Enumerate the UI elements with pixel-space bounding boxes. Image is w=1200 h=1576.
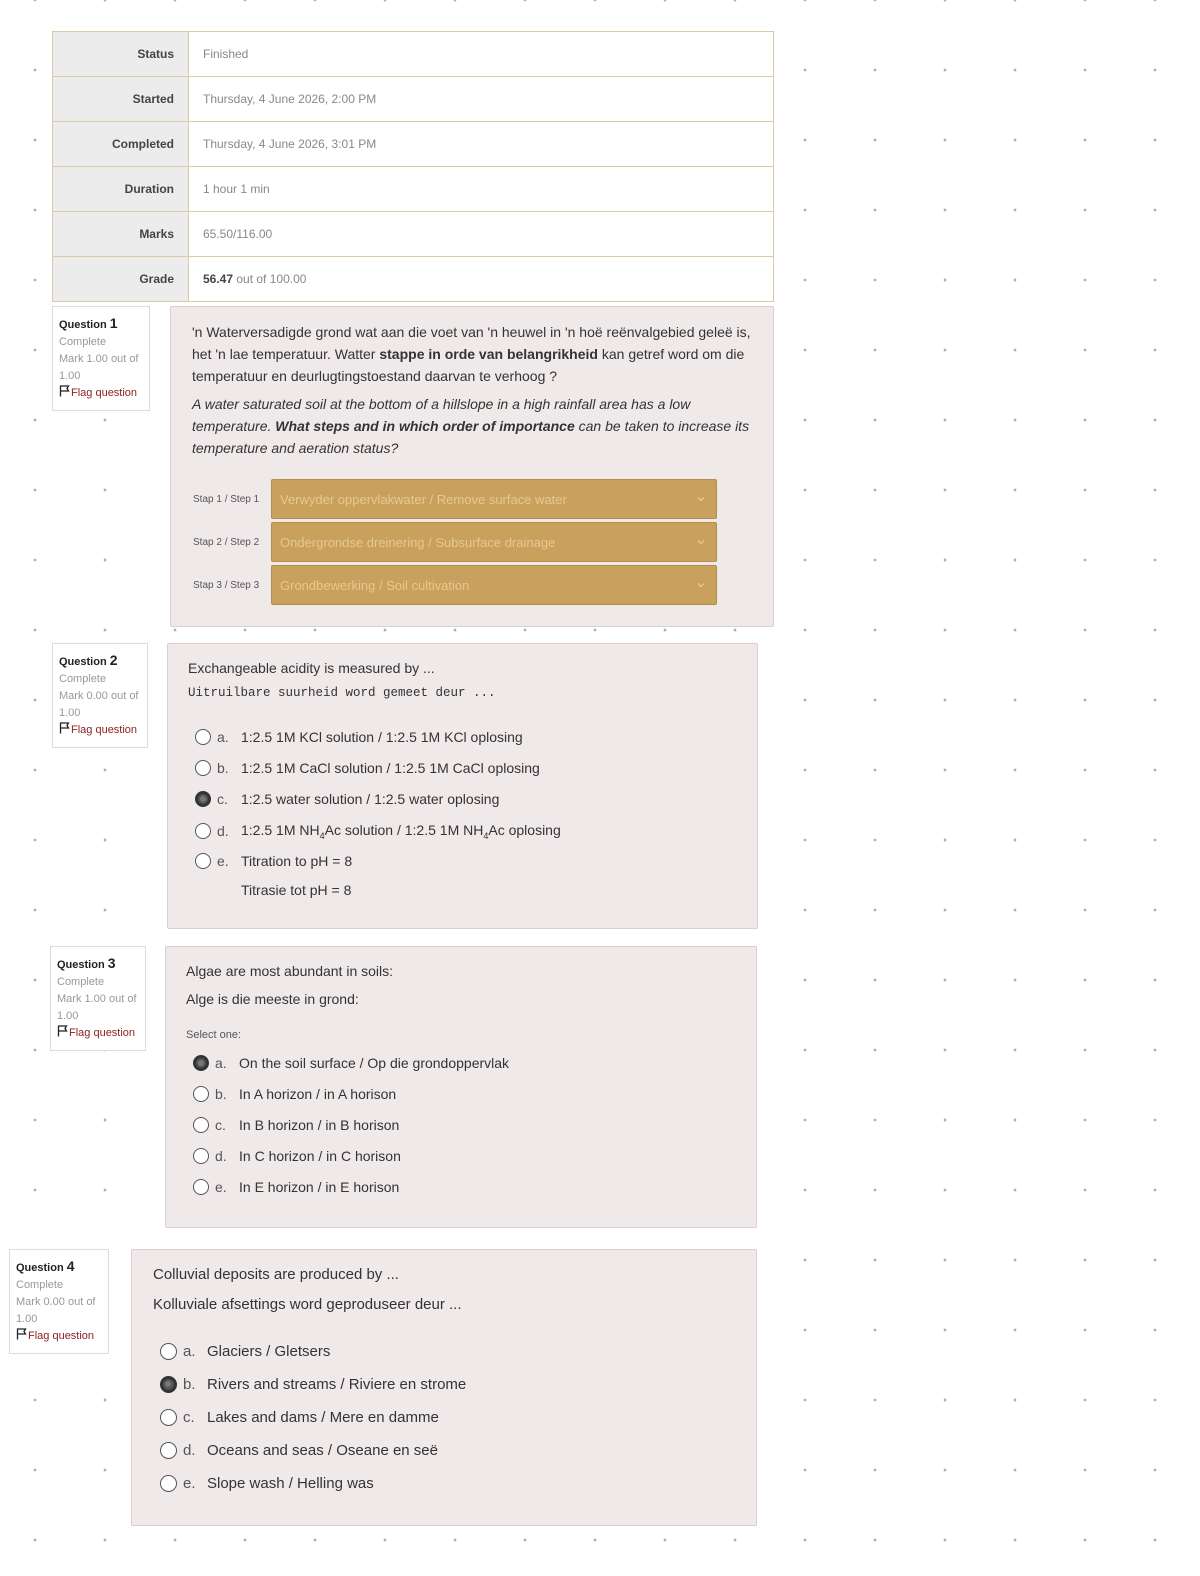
question-mark: Mark 0.00 out of 1.00 xyxy=(16,1296,96,1325)
summary-label: Duration xyxy=(53,167,189,212)
option-e-text-af: Titrasie tot pH = 8 xyxy=(241,882,352,898)
grade-value: 56.47 xyxy=(203,272,234,286)
radio-button[interactable] xyxy=(195,853,211,869)
summary-row-status xyxy=(53,32,774,77)
option-d[interactable]: d. Oceans and seas / Oseane en seë xyxy=(160,1442,438,1459)
radio-button[interactable] xyxy=(195,729,211,745)
select-one-prompt: Select one: xyxy=(186,1029,242,1041)
step-2-select[interactable]: Ondergrondse dreinering / Subsurface drainage xyxy=(271,522,717,562)
grade-suffix: out of 100.00 xyxy=(233,272,307,286)
step-row-3 xyxy=(193,565,717,605)
flag-icon xyxy=(16,1328,28,1340)
chevron-down-icon xyxy=(696,580,706,590)
step-1-select[interactable]: Verwyder oppervlakwater / Remove surface water xyxy=(271,479,717,519)
question-mark: Mark 1.00 out of 1.00 xyxy=(57,993,137,1022)
step-label: Stap 3 / Step 3 xyxy=(193,579,260,591)
question-content-1 xyxy=(170,306,774,627)
summary-value: Finished xyxy=(189,32,774,77)
question-number: Question 4 xyxy=(16,1258,75,1274)
option-d[interactable]: d. In C horizon / in C horison xyxy=(193,1148,401,1164)
question-info-2 xyxy=(52,643,148,748)
summary-label: Completed xyxy=(53,122,189,167)
option-c[interactable]: c. 1:2.5 water solution / 1:2.5 water oplosing xyxy=(195,791,499,807)
radio-button[interactable] xyxy=(193,1179,209,1195)
radio-button-selected[interactable] xyxy=(195,791,211,807)
radio-button[interactable] xyxy=(193,1117,209,1133)
summary-row-started xyxy=(53,77,774,122)
flag-icon xyxy=(59,722,71,734)
option-e[interactable]: e. In E horizon / in E horison xyxy=(193,1179,399,1195)
question-info-3 xyxy=(50,946,146,1051)
step-label: Stap 1 / Step 1 xyxy=(193,493,260,505)
question-text-af: 'n Waterversadigde grond wat aan die voet van 'n heuwel in 'n hoë reënvalgebied geleë is, het 'n lae temperatuur. Watter stappe in orde van belangrikheid kan getref word om die temperatuur en deurlugtingstoestand daarvan te verhoog ? xyxy=(192,324,751,384)
chevron-down-icon xyxy=(696,494,706,504)
summary-value: Thursday, 4 June 2026, 2:00 PM xyxy=(189,77,774,122)
question-content-4 xyxy=(131,1249,757,1526)
question-state: Complete xyxy=(59,336,107,348)
summary-label: Grade xyxy=(53,257,189,302)
option-c[interactable]: c. Lakes and dams / Mere en damme xyxy=(160,1409,439,1426)
option-b[interactable]: b. Rivers and streams / Riviere en strome xyxy=(160,1376,466,1393)
radio-button[interactable] xyxy=(193,1148,209,1164)
radio-button[interactable] xyxy=(193,1086,209,1102)
radio-button[interactable] xyxy=(160,1442,177,1459)
radio-button[interactable] xyxy=(160,1409,177,1426)
question-content-2 xyxy=(167,643,758,929)
summary-row-grade xyxy=(53,257,774,302)
step-label: Stap 2 / Step 2 xyxy=(193,536,260,548)
option-e[interactable]: e. Titration to pH = 8 xyxy=(195,853,352,869)
question-content-3 xyxy=(165,946,757,1228)
radio-button[interactable] xyxy=(195,823,211,839)
summary-label: Marks xyxy=(53,212,189,257)
question-state: Complete xyxy=(16,1279,64,1291)
question-text-en: Algae are most abundant in soils: xyxy=(186,963,394,979)
option-a[interactable]: a. 1:2.5 1M KCl solution / 1:2.5 1M KCl oplosing xyxy=(195,729,523,745)
radio-button[interactable] xyxy=(195,760,211,776)
summary-row-duration xyxy=(53,167,774,212)
option-b[interactable]: b. 1:2.5 1M CaCl solution / 1:2.5 1M CaCl oplosing xyxy=(195,760,540,776)
flag-question-link[interactable]: Flag question xyxy=(16,1328,102,1345)
summary-row-completed xyxy=(53,122,774,167)
question-state: Complete xyxy=(57,976,105,988)
question-text-af: Kolluviale afsettings word geproduseer deur ... xyxy=(153,1296,462,1313)
question-text-en: A water saturated soil at the bottom of a hillslope in a high rainfall area has a low temperature. What steps and in which order of importance can be taken to increase its temperature and aeration status? xyxy=(192,396,750,456)
summary-value: 1 hour 1 min xyxy=(189,167,774,212)
step-3-select[interactable]: Grondbewerking / Soil cultivation xyxy=(271,565,717,605)
summary-value xyxy=(189,257,774,302)
question-text-af: Alge is die meeste in grond: xyxy=(186,991,359,1007)
question-info-4 xyxy=(9,1249,109,1354)
radio-button[interactable] xyxy=(160,1475,177,1492)
flag-question-link[interactable]: Flag question xyxy=(57,1025,139,1042)
option-a[interactable]: a. On the soil surface / Op die grondoppervlak xyxy=(193,1055,509,1071)
option-d-text: 1:2.5 1M $NH_4Ac$ solution / 1:2.5 1M $NH_4Ac$ oplosing xyxy=(241,822,561,841)
attempt-summary-table xyxy=(52,31,774,302)
radio-button-selected[interactable] xyxy=(160,1376,177,1393)
question-state: Complete xyxy=(59,673,107,685)
step-row-2 xyxy=(193,522,717,562)
summary-row-marks xyxy=(53,212,774,257)
option-b[interactable]: b. In A horizon / in A horison xyxy=(193,1086,396,1102)
question-mark: Mark 0.00 out of 1.00 xyxy=(59,690,139,719)
question-mark: Mark 1.00 out of 1.00 xyxy=(59,353,139,382)
question-number: Question 3 xyxy=(57,955,116,971)
summary-value: Thursday, 4 June 2026, 3:01 PM xyxy=(189,122,774,167)
radio-button-selected[interactable] xyxy=(193,1055,209,1071)
option-d[interactable]: d. 1:2.5 1M $NH_4Ac$ solution / 1:2.5 1M $NH_4Ac$ oplosing xyxy=(195,822,561,841)
summary-label: Status xyxy=(53,32,189,77)
flag-icon xyxy=(59,385,71,397)
option-a[interactable]: a. Glaciers / Gletsers xyxy=(160,1343,330,1360)
flag-question-link[interactable]: Flag question xyxy=(59,722,141,739)
flag-question-link[interactable]: Flag question xyxy=(59,385,143,402)
question-text-en: Exchangeable acidity is measured by ... xyxy=(188,660,435,676)
question-number: Question 1 xyxy=(59,315,118,331)
question-text-af: Uitruilbare suurheid word gemeet deur ... xyxy=(188,686,496,700)
question-number: Question 2 xyxy=(59,652,118,668)
question-text-en: Colluvial deposits are produced by ... xyxy=(153,1266,399,1283)
radio-button[interactable] xyxy=(160,1343,177,1360)
question-info-1 xyxy=(52,306,150,411)
step-row-1 xyxy=(193,479,717,519)
summary-value: 65.50/116.00 xyxy=(189,212,774,257)
summary-label: Started xyxy=(53,77,189,122)
chevron-down-icon xyxy=(696,537,706,547)
option-e[interactable]: e. Slope wash / Helling was xyxy=(160,1475,374,1492)
flag-icon xyxy=(57,1025,69,1037)
option-c[interactable]: c. In B horizon / in B horison xyxy=(193,1117,399,1133)
